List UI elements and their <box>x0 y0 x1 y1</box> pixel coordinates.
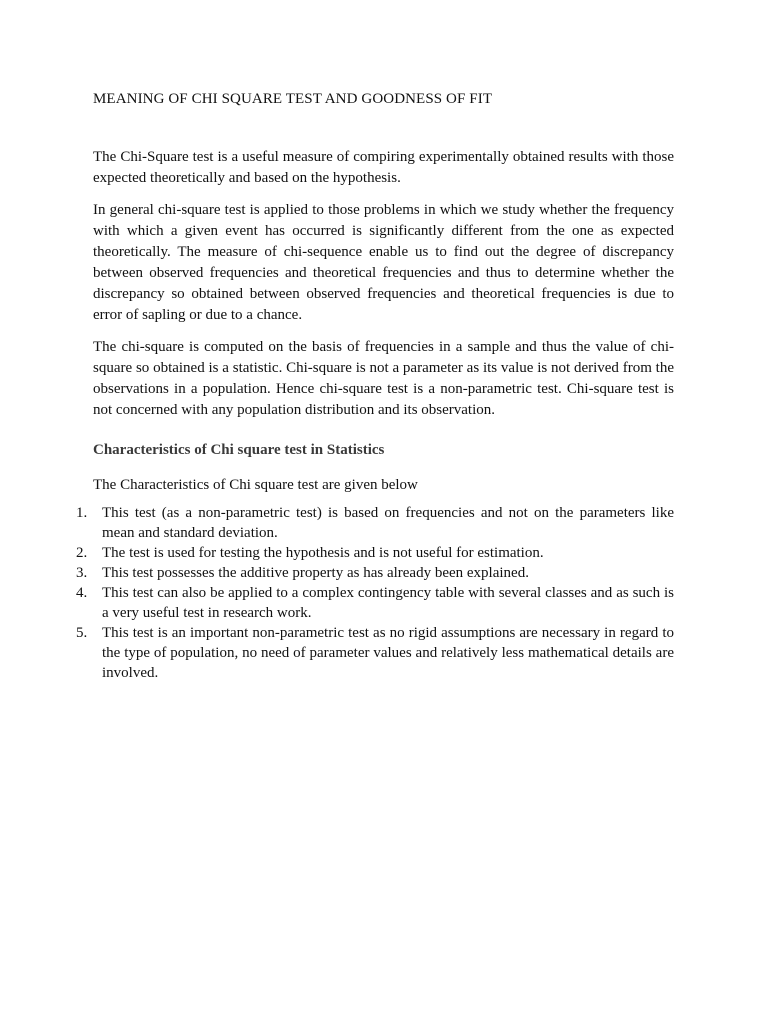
paragraph-definition: The Chi-Square test is a useful measure of compiring experimentally obtained results with those expected theoretically and based on the hypothesis. <box>93 149 674 186</box>
list-item-text: This test can also be applied to a complex contingency table with several classes and as such is a very useful test in research work. <box>102 585 674 621</box>
list-item-number: 3. <box>76 565 88 581</box>
list-item-number: 5. <box>76 625 88 641</box>
list-item-number: 2. <box>76 545 88 561</box>
list-item <box>76 563 674 583</box>
list-intro: The Characteristics of Chi square test are given below <box>93 477 418 493</box>
document-title: MEANING OF CHI SQUARE TEST AND GOODNESS OF FIT <box>93 91 493 107</box>
document-body <box>76 89 674 683</box>
list-item-text: This test (as a non-parametric test) is based on frequencies and not on the parameters like mean and standard deviation. <box>102 505 674 541</box>
list-item-text: The test is used for testing the hypothesis and is not useful for estimation. <box>102 545 544 561</box>
list-item-number: 4. <box>76 585 88 601</box>
list-item-number: 1. <box>76 505 88 521</box>
list-item <box>76 543 674 563</box>
paragraph-nonparametric: The chi-square is computed on the basis of frequencies in a sample and thus the value of chi-square so obtained is a statistic. Chi-square is not a parameter as its value is not derived from the observations in a population. Hence chi-square test is a non-parametric test. Chi-square test is not concerned with any population distribution and its observation. <box>93 339 674 418</box>
list-item-text: This test is an important non-parametric test as no rigid assumptions are necessary in regard to the type of population, no need of parameter values and relatively less mathematical details are involved. <box>102 625 674 681</box>
list-item <box>76 503 674 543</box>
list-item <box>76 583 674 623</box>
paragraph-application: In general chi-square test is applied to those problems in which we study whether the frequency with which a given event has occurred is significantly different from the one as expected theoretically. The measure of chi-sequence enable us to find out the degree of discrepancy between observed frequencies and theoretical frequencies and thus to determine whether the discrepancy so obtained between observed frequencies and theoretical frequencies is due to error of sapling or due to a chance. <box>93 202 674 323</box>
section-heading: Characteristics of Chi square test in Statistics <box>93 442 385 458</box>
list-item <box>76 623 674 683</box>
characteristics-list <box>76 503 674 683</box>
list-item-text: This test possesses the additive property as has already been explained. <box>102 565 529 581</box>
